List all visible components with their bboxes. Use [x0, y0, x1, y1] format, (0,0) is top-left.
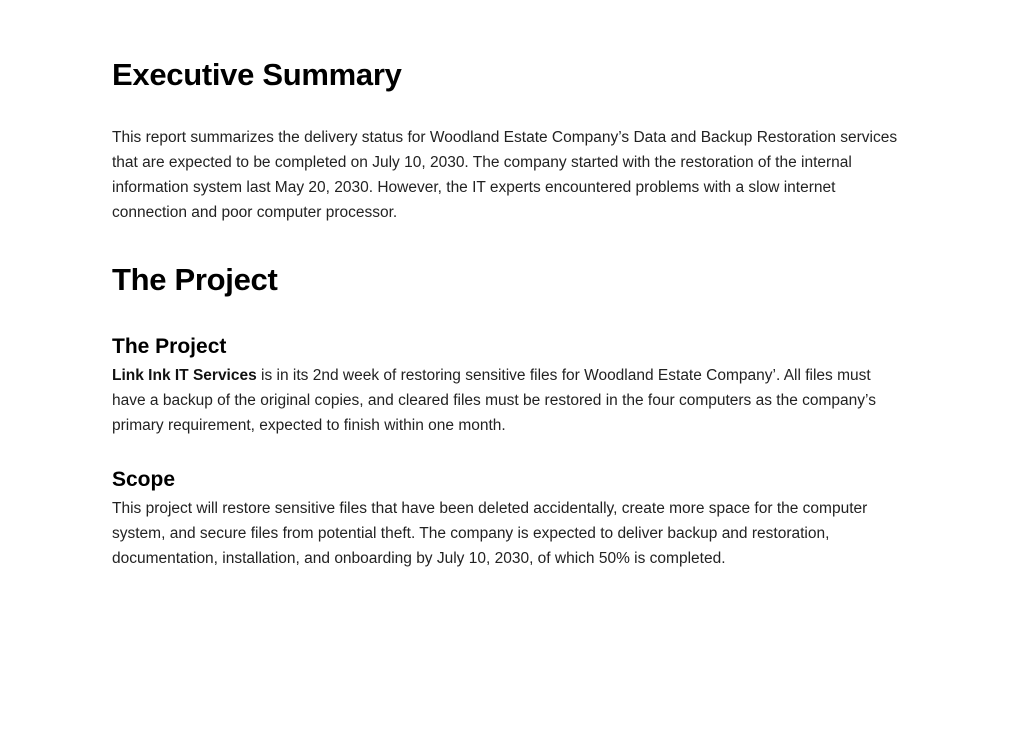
the-project-paragraph-text: is in its 2nd week of restoring sensitive files for Woodland Estate Company’. All files must have a backup of the original copies, and cleared files must be restored in the four computers as the company’s primary requirement, expected to finish within one month.	[112, 367, 876, 434]
the-project-heading: The Project	[112, 262, 278, 297]
executive-summary-heading: Executive Summary	[112, 57, 402, 92]
scope-paragraph: This project will restore sensitive files that have been deleted accidentally, create more space for the computer system, and secure files from potential theft. The company is expected to deliver backup and restoration, documentation, installation, and onboarding by July 10, 2030, of which 50% is completed.	[112, 500, 868, 567]
the-project-paragraph	[112, 363, 902, 438]
company-name: Link Ink IT Services	[112, 367, 257, 384]
executive-summary-paragraph: This report summarizes the delivery status for Woodland Estate Company’s Data and Backup Restoration services that are expected to be completed on July 10, 2030. The company started with the restoration of the internal information system last May 20, 2030. However, the IT experts encountered problems with a slow internet connection and poor computer processor.	[112, 129, 898, 221]
scope-subheading: Scope	[112, 468, 176, 491]
the-project-subheading: The Project	[112, 335, 227, 358]
